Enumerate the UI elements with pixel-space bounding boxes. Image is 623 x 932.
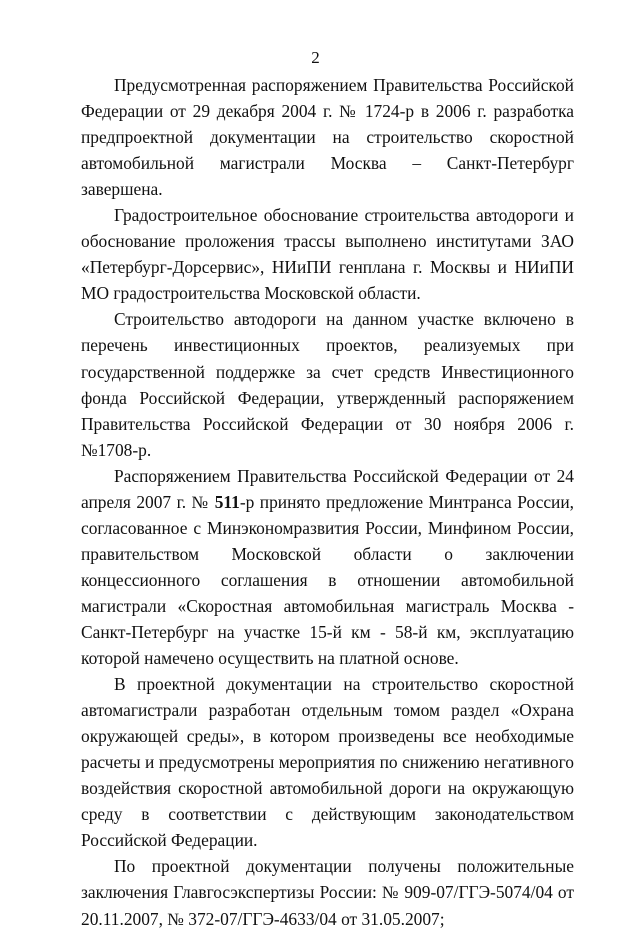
page-number: 2 (311, 48, 320, 67)
concession-text-after: -р принято предложение Минтранса России, согласованное с Минэкономразвития России, Минфином России, правительством Московской области о заключении концессионного соглашения в отношении автомобильной магистрали «Скоростная автомобильная магистраль Москва - Санкт-Петербург на участке 15-й км - 58-й км, эксплуатацию которой намечено осуществить на платной основе. (81, 491, 574, 669)
paragraph-state-expertise: По проектной документации получены положительные заключения Главгосэкспертизы России: № 909-07/ГГЭ-5074/04 от 20.11.2007, № 372-07/ГГЭ-4633/04 от 31.05.2007; (81, 856, 574, 929)
paragraph-concession-agreement (81, 463, 574, 671)
order-number-bold: 511 (214, 491, 240, 512)
document-body (81, 72, 574, 932)
paragraph-urban-planning-justification: Градостроительное обоснование строительства автодороги и обоснование проложения трассы выполнено институтами ЗАО «Петербург-Дорсервис», НИиПИ генплана г. Москвы и НИиПИ МО градостроительства Московской области. (81, 205, 574, 304)
paragraph-investment-fund: Строительство автодороги на данном участке включено в перечень инвестиционных проектов, реализуемых при государственной поддержке за счет средств Инвестиционного фонда Российской Федерации, утвержденный распоряжением Правительства Российской Федерации от 30 ноября 2006 г. №1708-р. (81, 309, 574, 460)
paragraph-predesign-documentation: Предусмотренная распоряжением Правительства Российской Федерации от 29 декабря 2004 г. № 1724-р в 2006 г. разработка предпроектной документации на строительство скоростной автомобильной магистрали Москва – Санкт-Петербург завершена. (81, 75, 574, 200)
paragraph-environmental-protection: В проектной документации на строительство скоростной автомагистрали разработан отдельным томом раздел «Охрана окружающей среды», в котором произведены все необходимые расчеты и предусмотрены мероприятия по снижению негативного воздействия скоростной автомобильной дороги на окружающую среду в соответствии с действующим законодательством Российской Федерации. (81, 674, 574, 851)
concession-text-before: Распоряжением Правительства Российской Федерации от 24 апреля 2007 г. № (81, 465, 574, 512)
